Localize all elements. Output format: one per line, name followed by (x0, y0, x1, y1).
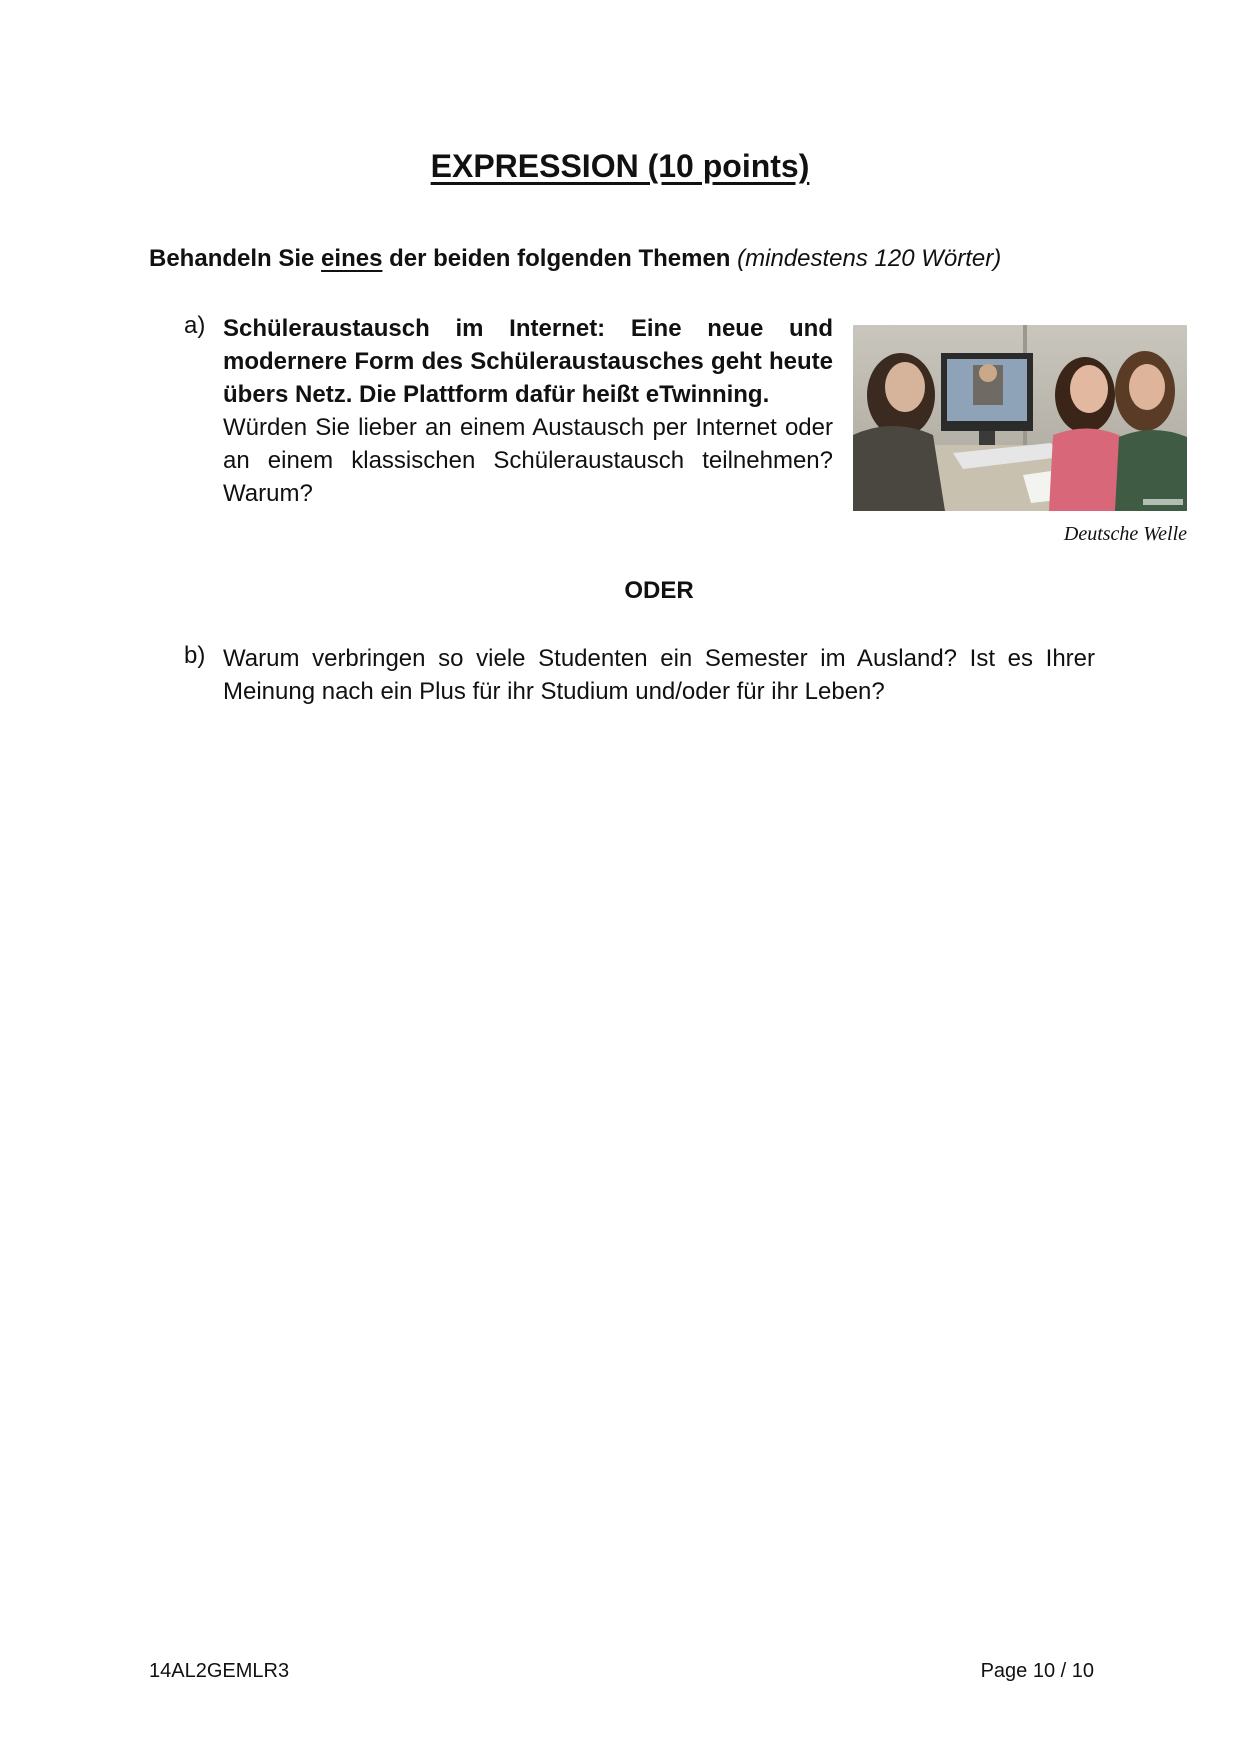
or-label: ODER (624, 577, 694, 604)
topic-b-text: Warum verbringen so viele Studenten ein Semester im Ausland? Ist es Ihrer Meinung nach ein Plus für ihr Studium und/oder für ihr Leben? (223, 645, 1095, 705)
instruction-part2: der beiden folgenden Themen (389, 245, 731, 272)
page-number: Page 10 / 10 (980, 1660, 1094, 1682)
topic-a-headline: Schüleraustausch im Internet: Eine neue und modernere Form des Schüleraustausches geht heute übers Netz. Die Plattform dafür heißt eTwinning. (223, 315, 833, 408)
instruction-note: (mindestens 120 Wörter) (737, 245, 1002, 272)
topic-a-question: Würden Sie lieber an einem Austausch per Internet oder an einem klassischen Schüleraustausch teilnehmen? Warum? (223, 414, 833, 507)
image-caption: Deutsche Welle (1063, 523, 1187, 545)
instruction (149, 245, 1001, 273)
topic-a (223, 312, 833, 510)
students-video-call-photo (853, 325, 1187, 511)
page-title: EXPRESSION (10 points) (430, 148, 810, 184)
instruction-part1: Behandeln Sie (149, 245, 315, 272)
instruction-emphasis: eines (321, 245, 383, 272)
topic-b-marker: b) (184, 642, 206, 669)
document-code: 14AL2GEMLR3 (149, 1660, 290, 1682)
topic-a-marker: a) (184, 312, 206, 339)
